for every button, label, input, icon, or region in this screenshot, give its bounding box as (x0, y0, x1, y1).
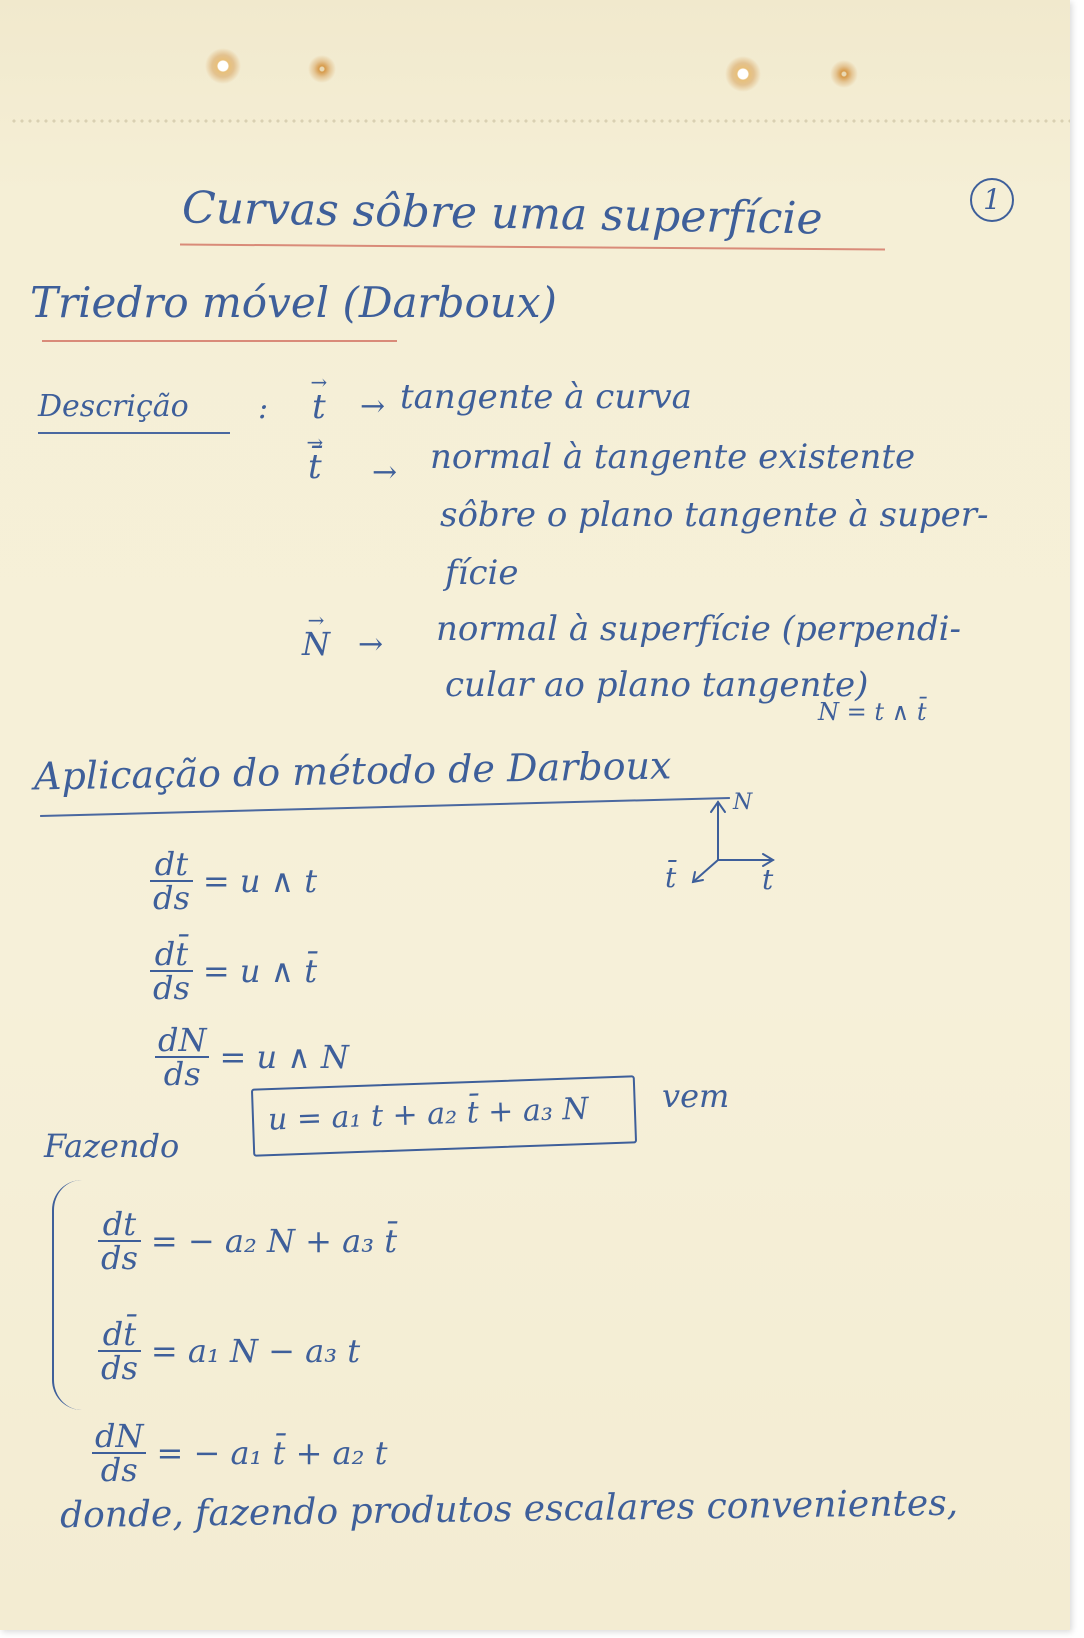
axis-t-bar (693, 860, 718, 882)
desc-n-line-2: cular ao plano tangente) (445, 665, 869, 705)
section-underline (42, 340, 397, 342)
arrow-t: → (360, 389, 386, 424)
perforation-line (10, 118, 1070, 124)
system-eq-2: $\frac{dt̄}{ds}$ = a₁ N − a₃ t (98, 1318, 360, 1384)
symbol-t-bar: → t̄ (308, 450, 322, 484)
desc-t-bar-line-1: normal à tangente existente (430, 437, 916, 477)
symbol-n: → N (302, 628, 330, 660)
system-brace (52, 1180, 84, 1410)
darboux-eq-t: $\frac{dt}{ds}$ = u ∧ t (150, 848, 317, 914)
aplicacao-underline (40, 797, 730, 817)
system-eq-1: $\frac{dt}{ds}$ = − a₂ N + a₃ t̄ (98, 1208, 397, 1274)
page-title: Curvas sôbre uma superfície (181, 182, 823, 245)
darboux-eq-n: $\frac{dN}{ds}$ = u ∧ N (155, 1024, 349, 1090)
page-number: 1 (970, 178, 1014, 222)
descricao-colon: : (258, 391, 269, 426)
symbol-t: → t (312, 390, 326, 424)
arrow-n: → (358, 627, 384, 662)
u-definition-formula: u = a₁ t + a₂ t̄ + a₃ N (267, 1091, 590, 1138)
arrow-t-bar: → (372, 455, 398, 490)
n-cross-product-formula: N = t ∧ t̄ (818, 698, 927, 726)
descricao-underline (38, 432, 230, 434)
desc-t-line-1: tangente à curva (400, 377, 692, 417)
diagram-label-t-bar: t̄ (665, 861, 677, 894)
closing-line: donde, fazendo produtos escalares convenientes, (59, 1482, 959, 1537)
system-eq-3: $\frac{dN}{ds}$ = − a₁ t̄ + a₂ t (92, 1420, 387, 1486)
section-title: Triedro móvel (Darboux) (30, 278, 557, 327)
binder-hole-left-small (308, 55, 336, 83)
fazendo-label: Fazendo (44, 1127, 180, 1165)
descricao-label: Descrição (38, 389, 189, 424)
diagram-label-n: N (733, 790, 753, 815)
desc-t-bar-line-3: fície (445, 553, 519, 593)
aplicacao-heading: Aplicação do método de Darboux (33, 743, 672, 799)
desc-n-line-1: normal à superfície (perpendi- (436, 609, 961, 649)
title-underline (180, 244, 885, 251)
binder-hole-right-small (830, 60, 858, 88)
binder-hole-right (725, 56, 761, 92)
diagram-label-t: t (762, 863, 774, 896)
binder-hole-left (205, 48, 241, 84)
desc-t-bar-line-2: sôbre o plano tangente à super- (440, 495, 989, 535)
darboux-eq-t-bar: $\frac{dt̄}{ds}$ = u ∧ t̄ (150, 938, 317, 1004)
fazendo-suffix: vem (662, 1077, 730, 1115)
